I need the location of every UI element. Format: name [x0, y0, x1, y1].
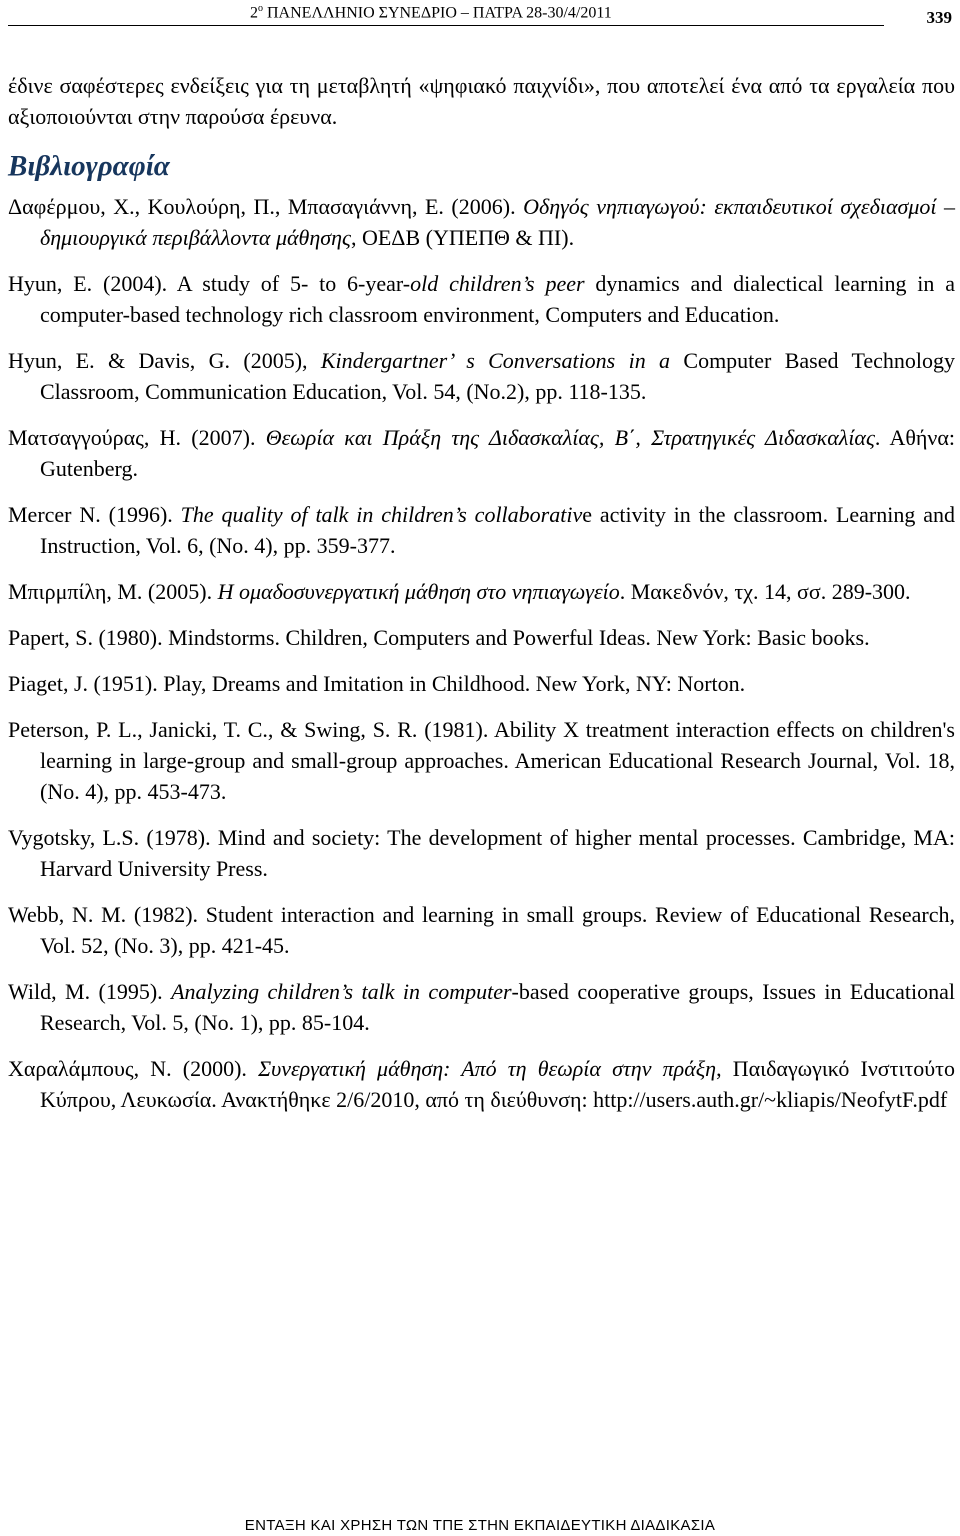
reference-entry — [8, 422, 955, 484]
reference-text: -based cooperative groups, Issues in Educational Research, Vol. 5, (No. 1), pp. 85-104. — [40, 979, 955, 1035]
reference-entry — [8, 1053, 955, 1115]
reference-text: Vygotsky, L.S. (1978). Mind and society: The development of higher mental processes. Cambridge, MA: Harvard University Press. — [8, 825, 955, 881]
reference-entry — [8, 899, 955, 961]
reference-italic-text: The quality of talk in children’s collaborativ — [180, 502, 583, 527]
reference-text: Computer Based Technology Classroom, Communication Education, Vol. 54, (No.2), pp. 118-135. — [40, 348, 955, 404]
reference-text: , Παιδαγωγικό Ινστιτούτο Κύπρου, Λευκωσία. Ανακτήθηκε 2/6/2010, από τη διεύθυνση: http://users.auth.gr/~kliapis/NeofytF.pdf — [40, 1056, 956, 1112]
reference-text: Peterson, P. L., Janicki, T. C., & Swing, S. R. (1981). Ability X treatment interaction effects on children's learning in large-group and small-group approaches. American Educational Research Journal, Vol. 18, (No. 4), pp. 453-473. — [8, 717, 955, 804]
running-footer: ΕΝΤΑΞΗ ΚΑΙ ΧΡΗΣΗ ΤΩΝ ΤΠΕ ΣΤΗΝ ΕΚΠΑΙΔΕΥΤΙΚΗ ΔΙΑΔΙΚΑΣΙΑ — [244, 1517, 716, 1534]
reference-text: . Μακεδνόν, τχ. 14, σσ. 289-300. — [619, 579, 911, 604]
reference-entry — [8, 576, 955, 607]
intro-paragraph: έδινε σαφέστερες ενδείξεις για τη μεταβλητή «ψηφιακό παιχνίδι», που αποτελεί ένα από τα εργαλεία που αξιοποιούνται στην παρούσα έρευνα. — [8, 73, 955, 129]
page-number: 339 — [926, 8, 952, 27]
reference-text: Wild, M. (1995). — [8, 979, 172, 1004]
reference-list — [8, 191, 955, 1115]
reference-italic-text: Οδηγός νηπιαγωγού: εκπαιδευτικοί σχεδιασμοί – δημιουργικά περιβάλλοντα μάθησης — [40, 194, 955, 250]
reference-italic-text: old children’s peer — [410, 271, 585, 296]
reference-text: Μπιρμπίλη, Μ. (2005). — [8, 579, 218, 604]
page-body — [8, 70, 955, 1115]
section-title: Βιβλιογραφία — [8, 150, 170, 182]
reference-entry — [8, 822, 955, 884]
reference-text: , ΟΕΔΒ (ΥΠΕΠΘ & ΠΙ). — [350, 225, 575, 250]
reference-entry — [8, 714, 955, 807]
header-rule — [8, 25, 884, 26]
reference-italic-text: Analyzing children’s talk in computer — [171, 979, 512, 1004]
reference-text: Δαφέρμου, Χ., Κουλούρη, Π., Μπασαγιάννη, Ε. (2006). — [8, 194, 524, 219]
reference-italic-text: Kindergartner’ s Conversations in a — [320, 348, 671, 373]
reference-text: Webb, N. M. (1982). Student interaction and learning in small groups. Review of Educational Research, Vol. 52, (No. 3), pp. 421-45. — [8, 902, 955, 958]
conference-title: $2^o$ ΠΑΝΕΛΛΗΝΙΟ ΣΥΝΕΔΡΙΟ – ΠΑΤΡΑ 28-30/4/2011 — [250, 3, 612, 22]
reference-text: Ματσαγγούρας, Η. (2007). — [8, 425, 266, 450]
reference-text: Hyun, E. (2004). A study of 5- to 6-year- — [8, 271, 411, 296]
reference-text: Hyun, E. & Davis, G. (2005), — [8, 348, 321, 373]
reference-text: . Αθήνα: Gutenberg. — [40, 425, 955, 481]
reference-italic-text: Συνεργατική μάθηση: Από τη θεωρία στην πράξη — [258, 1056, 717, 1081]
reference-text: dynamics and dialectical learning in a computer-based technology rich classroom environment, Computers and Education. — [40, 271, 955, 327]
reference-entry — [8, 191, 955, 253]
running-header — [8, 0, 952, 30]
reference-entry — [8, 268, 955, 330]
reference-entry — [8, 976, 955, 1038]
reference-text: Papert, S. (1980). Mindstorms. Children, Computers and Powerful Ideas. New York: Basic books. — [8, 625, 870, 650]
ordinal-superscript: ο — [258, 3, 263, 14]
reference-italic-text: Θεωρία και Πράξη της Διδασκαλίας, Β΄, Στρατηγικές Διδασκαλίας — [265, 425, 875, 450]
reference-entry — [8, 345, 955, 407]
reference-entry — [8, 668, 955, 699]
reference-text: e activity in the classroom. Learning and Instruction, Vol. 6, (No. 4), pp. 359-377. — [40, 502, 955, 558]
reference-entry — [8, 499, 955, 561]
reference-text: Χαραλάμπους, Ν. (2000). — [8, 1056, 259, 1081]
reference-text: Piaget, J. (1951). Play, Dreams and Imitation in Childhood. New York, NY: Norton. — [8, 671, 746, 696]
reference-text: Mercer N. (1996). — [8, 502, 181, 527]
reference-italic-text: Η ομαδοσυνεργατική μάθηση στο νηπιαγωγείο — [217, 579, 620, 604]
reference-entry — [8, 622, 955, 653]
